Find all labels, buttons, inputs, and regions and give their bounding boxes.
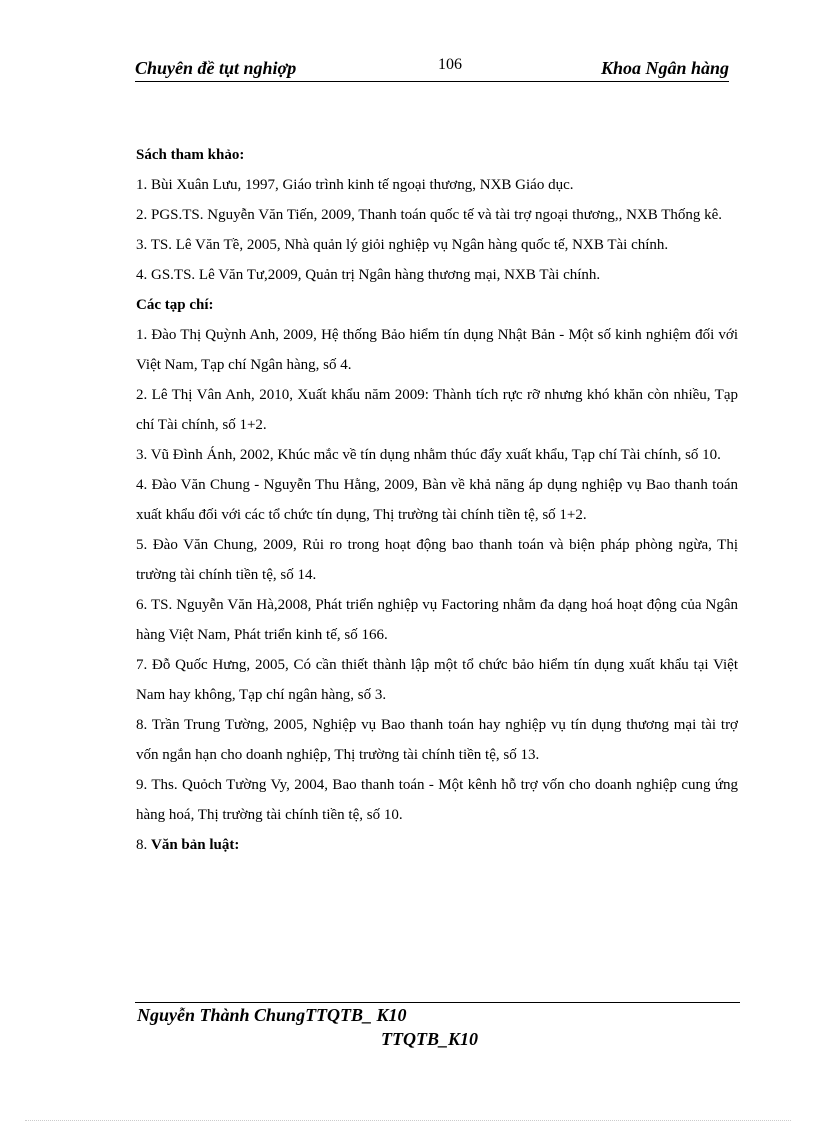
law-heading-line [136,830,738,860]
footer-class: TTQTB_K10 [381,1029,478,1049]
book-ref-1: 1. Bùi Xuân Lưu, 1997, Giáo trình kinh tế ngoại thương, NXB Giáo dục. [136,177,574,193]
page-header [135,56,729,82]
journal-ref-3: 3. Vũ Đình Ánh, 2002, Khúc mắc về tín dụng nhằm thúc đẩy xuất khẩu, Tạp chí Tài chính, số 10. [136,447,721,463]
book-ref-2: 2. PGS.TS. Nguyễn Văn Tiến, 2009, Thanh toán quốc tế và tài trợ ngoại thương,, NXB Thống kê. [136,207,723,223]
law-heading: Văn bản luật: [151,837,240,853]
journal-ref-4: 4. Đào Văn Chung - Nguyễn Thu Hằng, 2009, Bàn về khả năng áp dụng nghiệp vụ Bao thanh toán xuất khẩu đối với các tổ chức tín dụng, Thị trường tài chính tiền tệ, số 1+2. [136,477,738,523]
journal-ref-6: 6. TS. Nguyễn Văn Hà,2008, Phát triển nghiệp vụ Factoring nhằm đa dạng hoá hoạt động của Ngân hàng Việt Nam, Phát triển kinh tế, số 166. [136,597,738,643]
header-department: Khoa Ngân hàng [600,58,729,78]
journals-heading: Các tạp chí: [136,297,214,313]
law-prefix: 8. [136,837,151,853]
footer-author: Nguyễn Thành ChungTTQTB_ K10 [137,1005,407,1025]
page-edge-dots [25,1120,791,1121]
references-content [136,140,738,860]
header-rule [135,81,729,82]
book-ref-4: 4. GS.TS. Lê Văn Tư,2009, Quản trị Ngân hàng thương mại, NXB Tài chính. [136,267,601,283]
books-heading: Sách tham khảo: [136,147,245,163]
journal-ref-1: 1. Đào Thị Quỳnh Anh, 2009, Hệ thống Bảo hiểm tín dụng Nhật Bản - Một số kinh nghiệm đối với Việt Nam, Tạp chí Ngân hàng, số 4. [136,327,738,373]
journal-ref-2: 2. Lê Thị Vân Anh, 2010, Xuất khẩu năm 2009: Thành tích rực rỡ nhưng khó khăn còn nhiều, Tạp chí Tài chính, số 1+2. [136,387,738,433]
footer-rule [135,1002,740,1003]
book-ref-3: 3. TS. Lê Văn Tề, 2005, Nhà quản lý giỏi nghiệp vụ Ngân hàng quốc tế, NXB Tài chính. [136,237,669,253]
journal-ref-7: 7. Đỗ Quốc Hưng, 2005, Có cần thiết thành lập một tổ chức bảo hiểm tín dụng xuất khẩu tại Việt Nam hay không, Tạp chí ngân hàng, số 3. [136,657,738,703]
journal-ref-8: 8. Trần Trung Tường, 2005, Nghiệp vụ Bao thanh toán hay nghiệp vụ tín dụng thương mại tài trợ vốn ngắn hạn cho doanh nghiệp, Thị trường tài chính tiền tệ, số 13. [136,717,738,763]
page-number: 106 [438,56,462,73]
header-title: Chuyên đề tụt nghiợp [135,58,297,78]
journal-ref-5: 5. Đào Văn Chung, 2009, Rủi ro trong hoạt động bao thanh toán và biện pháp phòng ngừa, Thị trường tài chính tiền tệ, số 14. [136,537,738,583]
journal-ref-9: 9. Ths. Quỏch Tường Vy, 2004, Bao thanh toán - Một kênh hỗ trợ vốn cho doanh nghiệp cung ứng hàng hoá, Thị trường tài chính tiền tệ, số 10. [136,777,738,823]
